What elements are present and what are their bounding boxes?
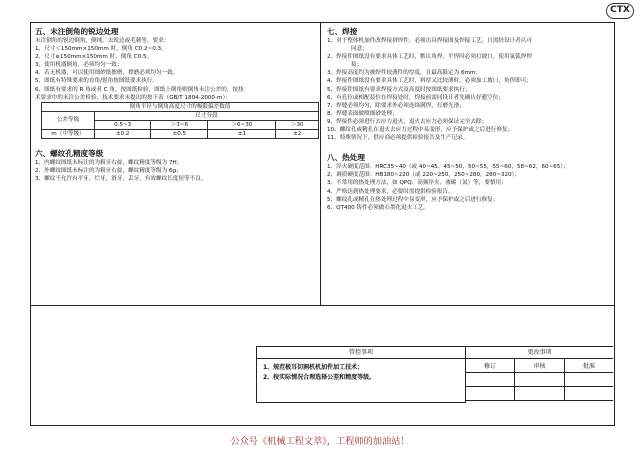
text-line: 5、图纸有特殊要求的直角/锐角按图纸要求执行。 <box>35 78 158 85</box>
text-line: 3、使用机器倒角，必须均匀一致； <box>35 62 123 69</box>
change-cell <box>565 373 613 387</box>
text-line: 3、不常用的热处理方法，如 QPQ、高频淬火，渗碳（氮）等，要慎用； <box>327 180 507 187</box>
text-line: 1、淬火硬度范围：HRC35~40（或 40~45，45~50，50~55，55~60，58~62，60~65）； <box>327 164 569 171</box>
range-cell: ＞6~30 <box>208 120 276 129</box>
range-cell: ＞30 <box>276 120 319 129</box>
text-line: 1、内螺纹图纸未标注的为粗牙右旋，螺纹精度等级为 7H； <box>35 159 183 166</box>
text-line: 4、若无机器，可以使用细砂纸擦磨，撑磨必须均匀一致。 <box>35 70 179 77</box>
text-line: 1、尺寸＜150mm×150mm 时，倒角 C0.2~0.3。 <box>35 46 167 53</box>
change-col-approve: 批准 <box>565 359 613 373</box>
right-column <box>321 23 614 305</box>
text-line: 10、螺纹孔或精孔在退火去应力过程中易变形，应予保护或之后进行修复； <box>327 127 514 134</box>
section-7-body <box>327 37 614 142</box>
text-line: 术要求中的未注公差检验，技术要求未提出的按下表（GB/T 1804-2000-m）： <box>35 94 231 101</box>
text-line: 2、尺寸≥150mm×150mm 时，倒角 C0.5。 <box>35 54 153 61</box>
value-cell: ±1 <box>208 129 276 138</box>
text-line: 7、焊缝必须均匀，除要求外必须连续满焊，打磨光滑； <box>327 102 465 109</box>
control-items-title: 管控事项 <box>257 347 465 359</box>
change-cell <box>514 387 564 401</box>
brand-logo: CTX <box>606 3 634 19</box>
text-line: 6、QT400 铸件必须做石墨化退火工艺。 <box>327 204 430 211</box>
section-6-title: 六、螺纹孔精度等级 <box>35 148 104 158</box>
change-cell <box>565 387 613 401</box>
control-items-box <box>256 346 466 403</box>
section-5-title: 五、未注倒角的锐边处理 <box>35 27 119 36</box>
change-cell <box>514 373 564 387</box>
tolerance-table <box>41 102 319 139</box>
grade-label: 公差等级 <box>42 111 95 129</box>
text-line: 6、有孔位或相配装位在焊接处时，焊接前需同设计者先确认好避空位； <box>327 94 504 101</box>
divider <box>31 305 614 306</box>
text-line: 1、对于整体机加件改焊接拼焊件，必须出具焊接图及焊接工艺，且需经设计者认可 <box>327 38 532 44</box>
footer-slogan: 公众号《机械工程文萃》，工程师的加油站！ <box>230 436 410 447</box>
control-item: 1、规范极耳切割机机加件加工技术； <box>263 364 364 371</box>
value-cell: ±0.2 <box>95 129 151 138</box>
text-line: 2、焊接件图纸没有要求具体工艺时，默认角焊，平焊时必须打坡口，使用氩弧焊焊 <box>327 54 532 61</box>
grade-row-label: m（中等级） <box>42 129 95 138</box>
value-cell: ±0.5 <box>151 129 208 138</box>
text-line: 6、图纸有要求的 R 角或者 C 角，按图纸检验，图纸上倒角则倒角未注公差的，按技 <box>35 86 244 93</box>
section-8-title: 八、热处理 <box>327 153 365 163</box>
change-cell <box>466 373 514 387</box>
text-line: 3、螺纹不允许有平牙，烂牙，滑牙，丢牙，有效螺纹长度短等不良。 <box>35 175 207 182</box>
text-line: 2、调质硬度范围：HB180~220（或 220~250，250~280，280~320）； <box>327 172 521 179</box>
segment-label: 尺寸分段 <box>95 111 319 120</box>
text-line: 5、螺纹孔或精孔在热处理过程中易变形，应予保护或之后进行修复； <box>327 196 499 203</box>
change-table <box>466 359 613 401</box>
change-cell <box>466 387 514 401</box>
control-item: 2、按实际情况合理选择公差和精度等级。 <box>263 374 376 381</box>
text-line: 8、焊缝表面做喷细砂处理； <box>327 110 398 117</box>
text-line: 接； <box>351 62 363 69</box>
text-line: 5、焊接件图纸有要求焊接方式及高度时按图纸要求执行； <box>327 86 471 93</box>
left-column <box>31 23 321 305</box>
range-cell: ＞3~6 <box>151 120 208 129</box>
section-6-body <box>35 159 320 183</box>
text-line: 4、严格达到热处理要求，必要时需提供检验报告。 <box>327 188 454 195</box>
value-cell: ±2 <box>276 129 319 138</box>
text-line: 2、外螺纹图纸未标注的为粗牙右旋，螺纹精度等级为 6g； <box>35 167 182 174</box>
text-line: 未注倒角的锐边倒角，倒钝，去锐边或毛刺等，要求： <box>35 38 170 44</box>
text-line: 3、焊接高度约为被焊件较薄件的厚度，且最高限定为 6mm； <box>327 70 482 77</box>
change-col-review: 审核 <box>514 359 564 373</box>
section-7-title: 七、焊接 <box>327 27 358 36</box>
text-line: 9、焊接件必须进行去应力退火，退火去应力必须保证完全去除； <box>327 118 488 125</box>
text-line: 同意； <box>351 46 368 53</box>
section-8-body <box>327 163 614 212</box>
change-items-title: 更改事项 <box>466 347 613 359</box>
text-line: 11、特殊情况下，供应商必须提供检验报告及生产记录。 <box>327 135 469 142</box>
range-cell: 0.5~3 <box>95 120 151 129</box>
change-items-box <box>466 346 613 403</box>
text-line: 4、焊接件图纸没有要求具体工艺时，料厚又比较薄时，必须加工坡口，角焊即可； <box>327 78 532 85</box>
tolerance-table-title: 倒角半径与倒角高度尺寸的极限偏差数值 <box>42 102 319 111</box>
section-5-body <box>35 37 320 102</box>
change-col-revise: 修订 <box>466 359 514 373</box>
